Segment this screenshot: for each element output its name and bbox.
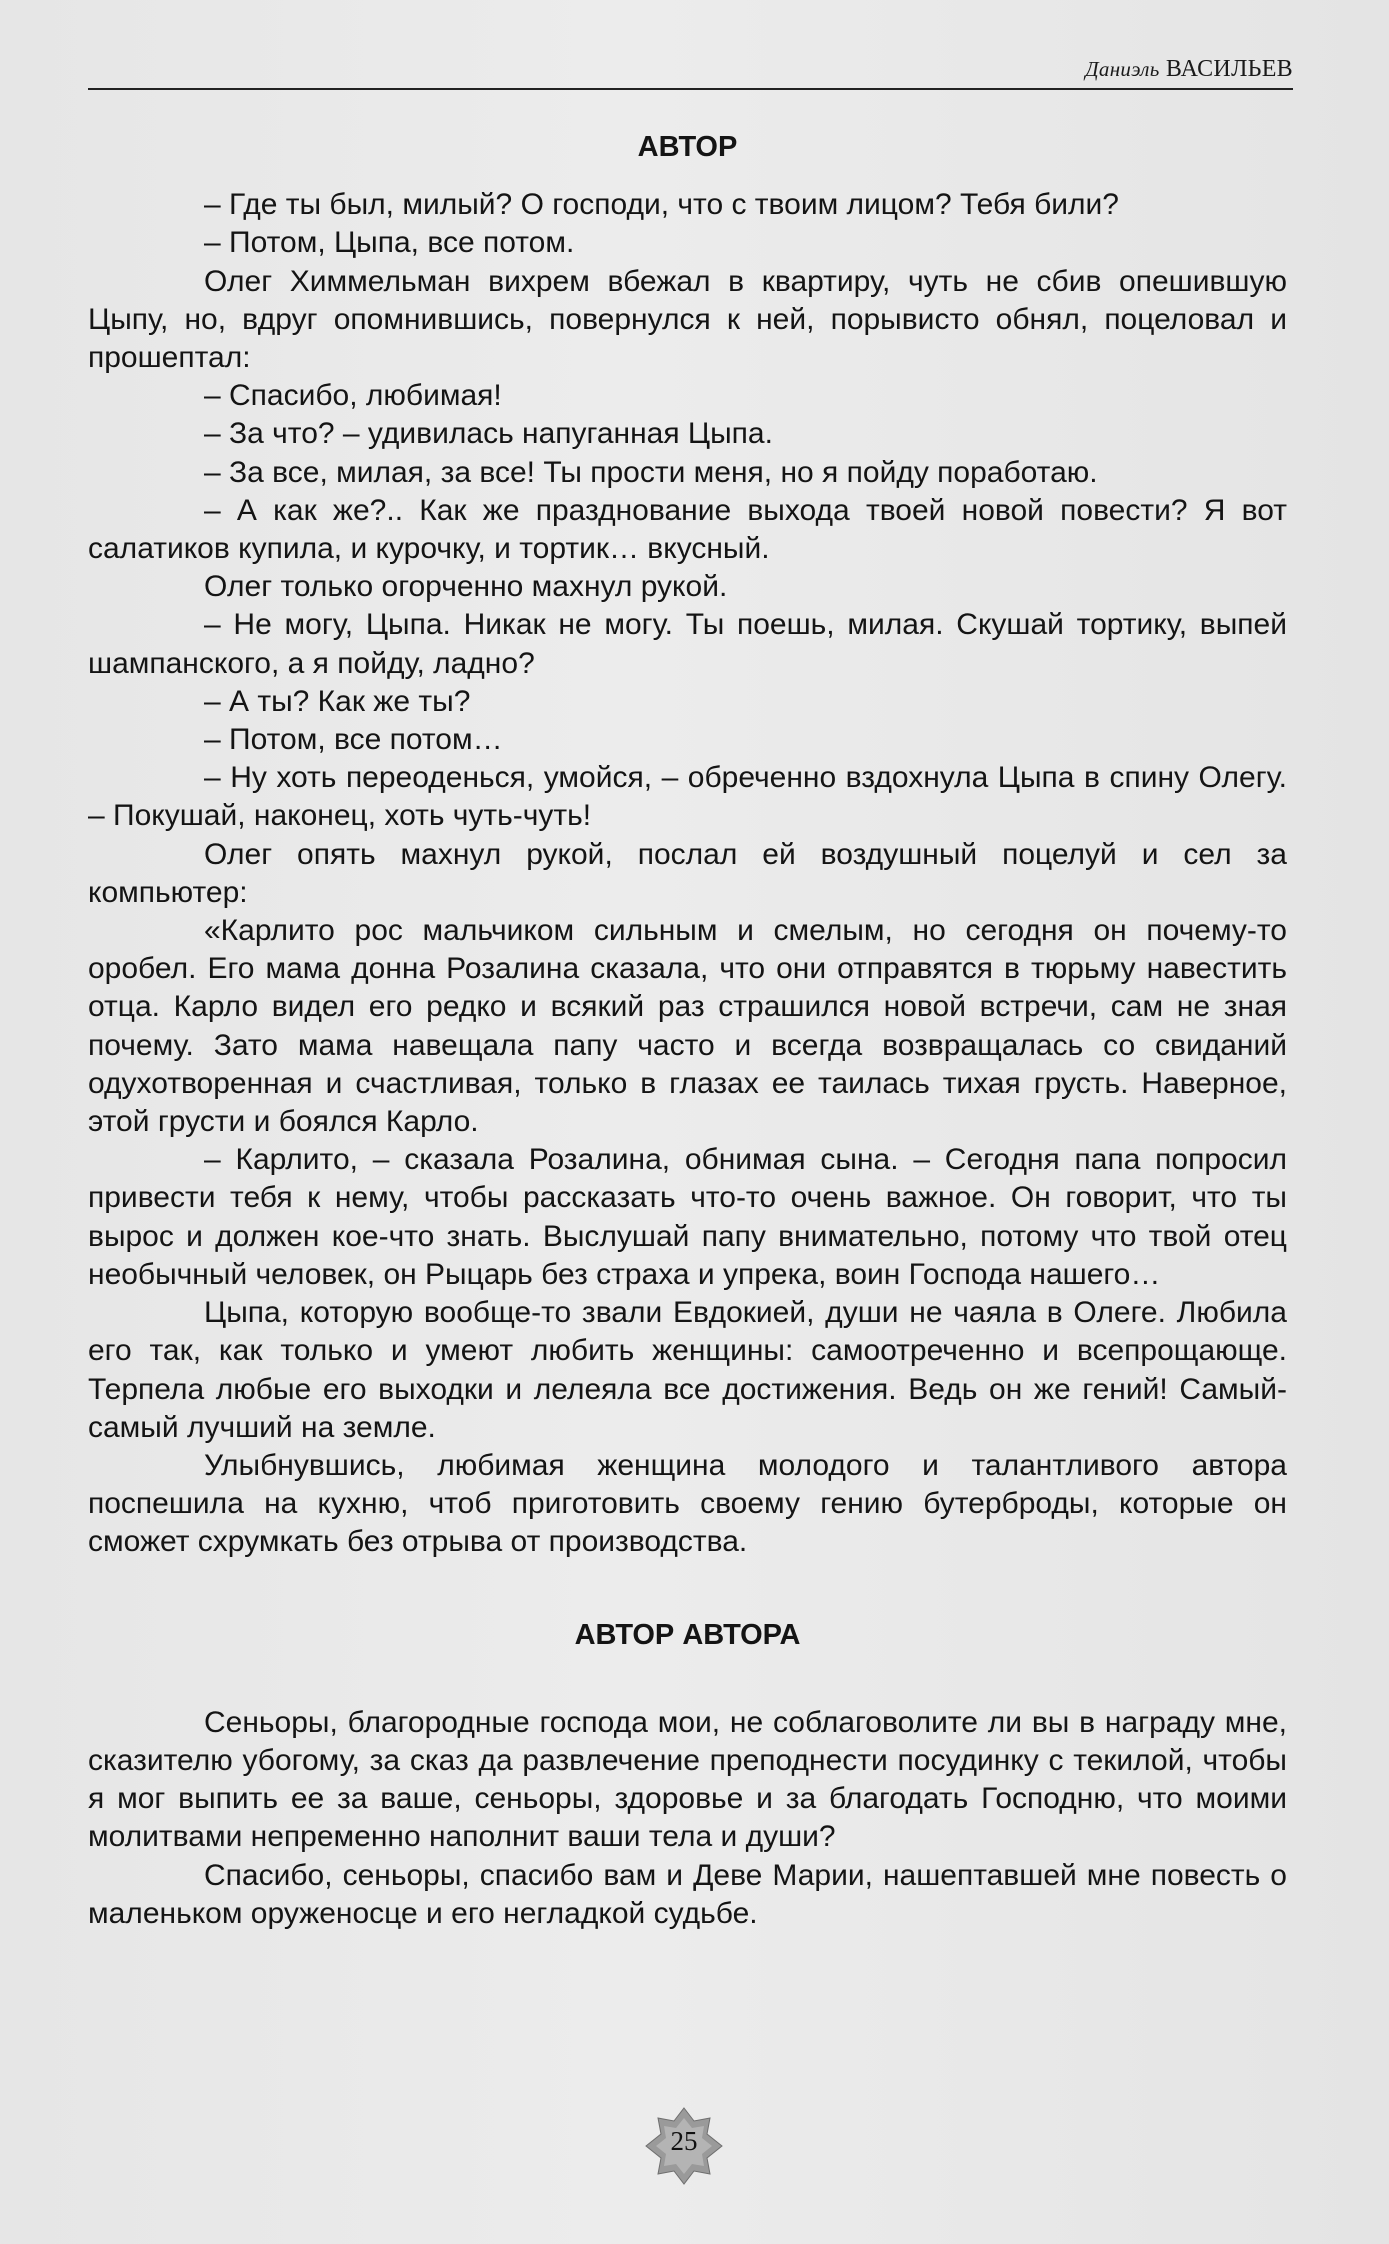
paragraph: – А ты? Как же ты? [204,684,471,718]
paragraph: – За что? – удивилась напуганная Цыпа. [204,417,773,451]
paragraph: – Спасибо, любимая! [204,379,502,413]
paragraph: – Карлито, – сказала Розалина, обнимая сына. – Сегодня папа попросил привести тебя к нему, чтобы рассказать что-то очень важное. Он говорит, что ты вырос и должен кое-что знать. Выслушай папу внимательно, потому что твой отец необычный человек, он Рыцарь без страха и упрека, воин Господа нашего… [88,1143,1287,1291]
paragraph: – Не могу, Цыпа. Никак не могу. Ты поешь, милая. Скушай тортику, выпей шампанского, а я пойду, ладно? [88,608,1287,680]
paragraph: «Карлито рос мальчиком сильным и смелым, но сегодня он почему-то оробел. Его мама донна Розалина сказала, что они отправятся в тюрьму навестить отца. Карло видел его редко и всякий раз страшился новой встречи, сам не зная почему. Зато мама навещала папу часто и всегда возвращалась со свиданий одухотворенная и счастливая, только в глазах ее таилась тихая грусть. Наверное, этой грусти и боялся Карло. [88,914,1287,1139]
paragraph: – А как же?.. Как же празднование выхода твоей новой повести? Я вот салатиков купила, и курочку, и тортик… вкусный. [88,493,1287,566]
paragraph: – Потом, все потом… [204,723,503,757]
running-header [1085,56,1293,83]
paragraph: Сеньоры, благородные господа мои, не соблаговолите ли вы в награду мне, сказителю убогому, за сказ да развлечение преподнести посудинку с текилой, чтобы я мог выпить ее за ваше, сеньоры, здоровье и за благодать Господню, что моими молитвами непременно наполнит ваши тела и души? [88,1705,1287,1854]
paragraph: Улыбнувшись, любимая женщина молодого и талантливого автора поспешила на кухню, чтоб приготовить своему гению бутерброды, которые он сможет схрумкать без отрыва от производства. [88,1448,1287,1559]
header-rule [88,88,1293,90]
paragraph: – За все, милая, за все! Ты прости меня, но я пойду поработаю. [204,455,1098,489]
paragraph: Спасибо, сеньоры, спасибо вам и Деве Марии, нашептавшей мне повесть о маленьком оруженосце и его негладкой судьбе. [88,1858,1287,1930]
paragraph: Олег Химмельман вихрем вбежал в квартиру, чуть не сбив опешившую Цыпу, но, вдруг опомнившись, повернулся к ней, порывисто обнял, поцеловал и прошептал: [88,264,1287,375]
paragraph: – Потом, Цыпа, все потом. [204,226,575,260]
paragraph: – Ну хоть переоденься, умойся, – обреченно вздохнула Цыпа в спину Олегу. – Покушай, наконец, хоть чуть-чуть! [88,761,1287,833]
section-author-of-author-text [88,1704,1287,1933]
section-author-text [88,186,1287,1561]
page-number: 25 [670,2126,698,2156]
paragraph: Олег опять махнул рукой, послал ей воздушный поцелуй и сел за компьютер: [88,837,1287,909]
page-body [88,128,1287,1933]
paragraph: Олег только огорченно махнул рукой. [204,570,728,604]
header-author-last-name: ВАСИЛЬЕВ [1165,56,1293,82]
section-title-author: АВТОР [637,131,738,163]
header-author-first-name: Даниэль [1085,57,1160,81]
paragraph: – Где ты был, милый? О господи, что с твоим лицом? Тебя били? [204,188,1119,222]
section-title-author-of-author: АВТОР АВТОРА [574,1618,801,1651]
paragraph: Цыпа, которую вообще-то звали Евдокией, души не чаяла в Олеге. Любила его так, как только и умеют любить женщины: самоотреченно и всепрощающе. Терпела любые его выходки и лелеяла все достижения. Ведь он же гений! Самый-самый лучший на земле. [88,1296,1287,1444]
